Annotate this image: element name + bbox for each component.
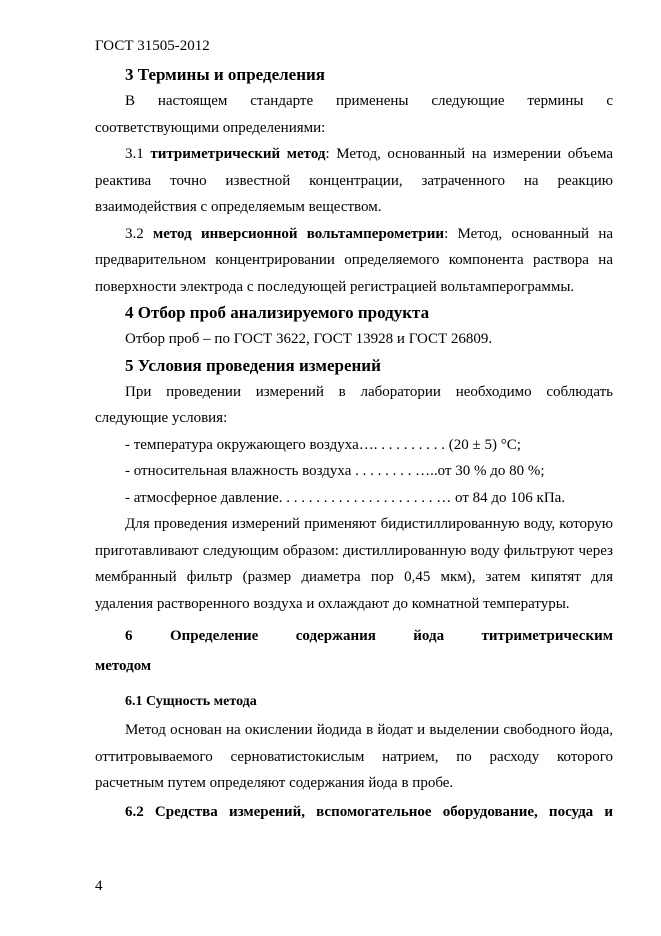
section-5-intro: При проведении измерений в лаборатории необходимо соблюдать следующие условия: — [95, 383, 613, 426]
section-6-title-word: 6 — [125, 628, 133, 644]
section-6-title-word: титриметрическим — [481, 628, 613, 644]
term-3-2-number: 3.2 — [125, 225, 153, 242]
condition-pressure: - атмосферное давление. . . . . . . . . . . . . . . . . . . . . … от 84 до 106 кПа. — [125, 489, 566, 506]
term-3-1-number: 3.1 — [125, 146, 151, 162]
term-3-1-definition: : Метод, основанный на измерении объема реактива точно известной концентрации, затраченного на реакцию взаимодействия с определяемым веществом. — [95, 146, 613, 215]
section-6-title-line2: методом — [95, 658, 152, 674]
section-6-2-title — [95, 799, 613, 826]
term-3-2 — [95, 221, 613, 301]
section-4-text: Отбор проб – по ГОСТ 3622, ГОСТ 13928 и ГОСТ 26809. — [125, 331, 493, 347]
section-6-1-text: Метод основан на окислении йодида в йодат и выделении свободного йода, оттитровываемого серноватистокислым натрием, по расходу которого расчетным путем определяют содержания йода в пробе. — [95, 722, 613, 791]
condition-humidity: - относительная влажность воздуха . . . . . . . . …..от 30 % до 80 %; — [125, 463, 545, 479]
section-4-title: 4 Отбор проб анализируемого продукта — [125, 303, 430, 322]
section-6-1-title: 6.1 Сущность метода — [125, 694, 257, 709]
section-6-title-word: Определение — [169, 628, 259, 644]
section-6-title — [95, 621, 613, 681]
term-3-2-term: метод инверсионной вольтамперометрии — [153, 225, 445, 242]
term-3-2-definition: : Метод, основанный на предварительном концентрировании определяемого компонента раствора на поверхности электрода с последующей регистрацией вольтамперограммы. — [95, 225, 614, 295]
doc-code-header: ГОСТ 31505-2012 — [95, 38, 210, 54]
water-preparation-text: Для проведения измерений применяют бидистиллированную воду, которую приготавливают следующим образом: дистиллированную воду фильтруют через мембранный фильтр (размер диаметра пор 0,45 мкм), затем кипятят для удаления растворенного воздуха и охлаждают до комнатной температуры. — [95, 516, 613, 612]
condition-temperature: - температура окружающего воздуха…. . . . . . . . . . (20 ± 5) °С; — [125, 436, 521, 453]
section-3-intro: В настоящем стандарте применены следующие термины с соответствующими определениями: — [95, 93, 613, 136]
document-body — [95, 62, 613, 825]
section-6-title-word: содержания — [295, 628, 376, 644]
page-number: 4 — [95, 878, 103, 894]
term-3-1-term: титриметрический метод — [150, 146, 326, 162]
section-6-title-word: йода — [413, 628, 445, 644]
section-5-title: 5 Условия проведения измерений — [125, 355, 381, 375]
section-6-2-title-text: 6.2 Средства измерений, вспомогательное оборудование, посуда и — [125, 803, 613, 820]
term-3-1 — [95, 141, 613, 221]
section-3-title: 3 Термины и определения — [125, 65, 326, 84]
